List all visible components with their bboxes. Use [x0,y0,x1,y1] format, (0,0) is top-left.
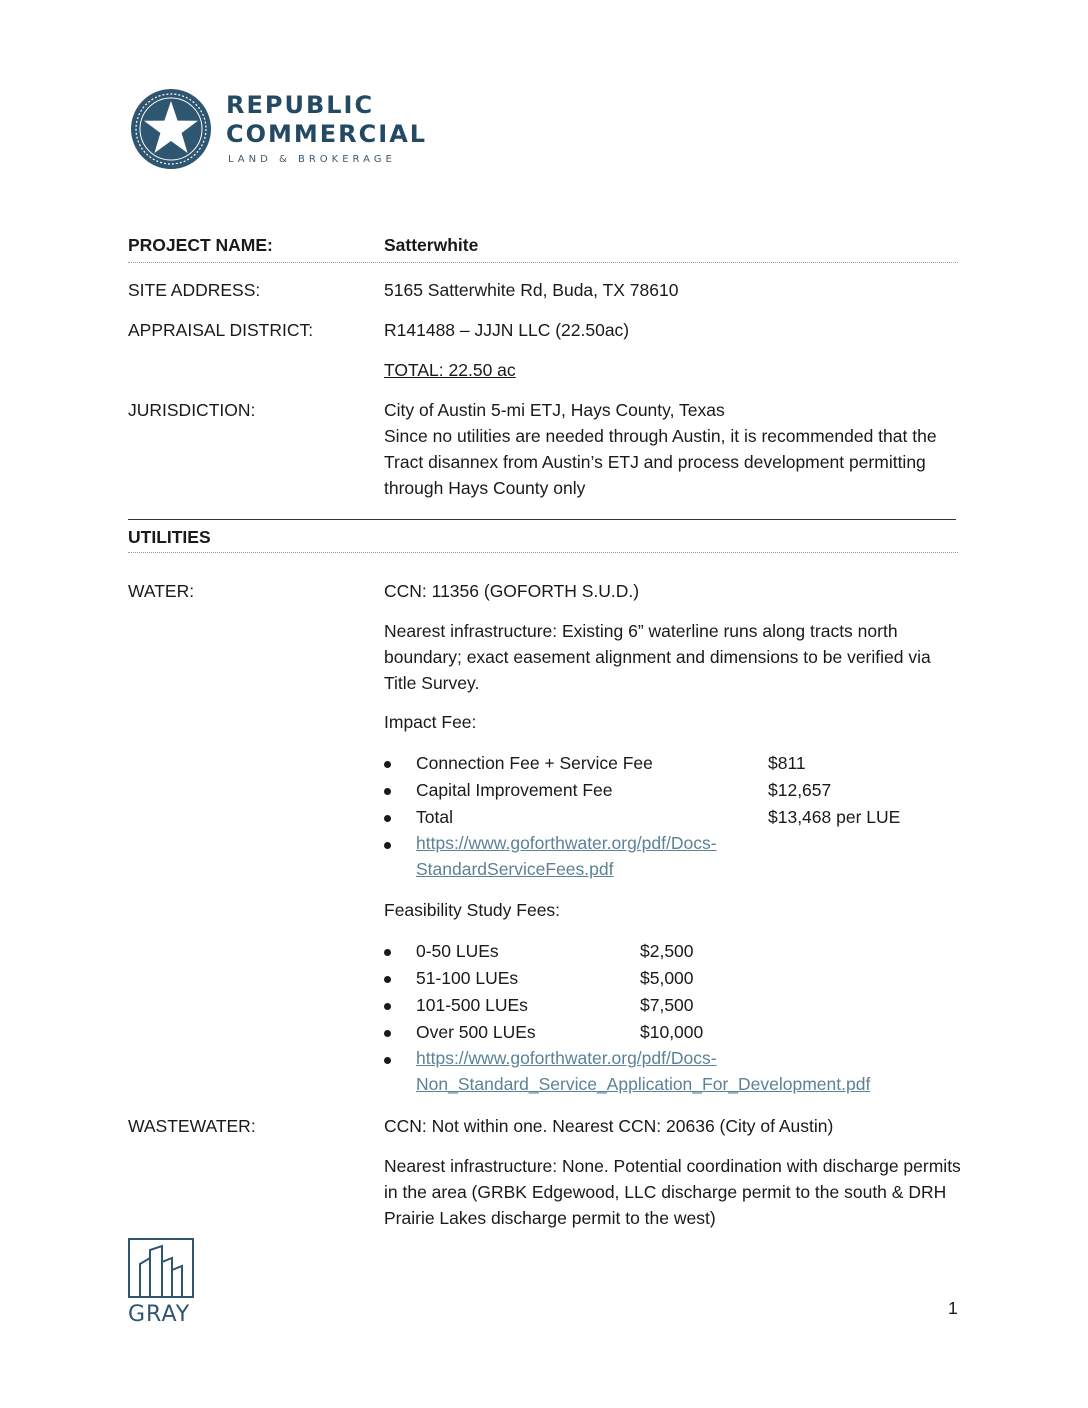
fee-name: Total [416,807,453,827]
link-line-2[interactable]: Non_Standard_Service_Application_For_Development.pdf [416,1074,871,1094]
impact-fee-label: Impact Fee: [384,712,477,732]
fee-amount: $13,468 per LUE [768,807,901,827]
wastewater-ccn: CCN: Not within one. Nearest CCN: 20636 (City of Austin) [384,1116,834,1136]
bullet-icon [384,842,391,849]
bullet-icon [384,815,391,822]
fee-amount: $2,500 [640,941,694,961]
fee-amount: $811 [768,753,806,773]
site-address-value: 5165 Satterwhite Rd, Buda, TX 78610 [384,280,679,300]
link-line-1[interactable]: https://www.goforthwater.org/pdf/Docs- [416,833,717,853]
impact-fee-link[interactable] [416,830,717,882]
brand-line-1: REPUBLIC [226,91,375,119]
appraisal-district-label: APPRAISAL DISTRICT: [128,320,314,340]
water-label: WATER: [128,581,195,601]
divider [128,262,958,263]
gray-logo-text: GRAY [128,1302,191,1327]
buildings-icon [128,1238,196,1300]
water-ccn: CCN: 11356 (GOFORTH S.U.D.) [384,581,640,601]
fee-name: Connection Fee + Service Fee [416,753,653,773]
feasibility-label: Feasibility Study Fees: [384,900,561,920]
brand-line-2: COMMERCIAL [226,120,428,148]
fee-name: 101-500 LUEs [416,995,528,1015]
bullet-icon [384,1003,391,1010]
bullet-icon [384,949,391,956]
wastewater-label: WASTEWATER: [128,1116,256,1136]
bullet-icon [384,761,391,768]
republic-commercial-logo [130,88,470,172]
bullet-icon [384,1030,391,1037]
fee-amount: $10,000 [640,1022,704,1042]
fee-amount: $12,657 [768,780,832,800]
bullet-icon [384,976,391,983]
link-line-2[interactable]: StandardServiceFees.pdf [416,859,614,879]
project-name-label: PROJECT NAME: [128,235,273,255]
fee-amount: $7,500 [640,995,694,1015]
fee-name: Capital Improvement Fee [416,780,613,800]
utilities-heading: UTILITIES [128,527,211,547]
section-divider [128,519,956,520]
fee-name: 51-100 LUEs [416,968,519,988]
project-name-value: Satterwhite [384,235,479,255]
fee-name: Over 500 LUEs [416,1022,536,1042]
gray-logo [128,1238,196,1328]
jurisdiction-note: Since no utilities are needed through Austin, it is recommended that the Tract disannex from Austin’s ETJ and process development permitting through Hays County only [384,426,937,498]
divider [128,552,958,553]
fee-name: 0-50 LUEs [416,941,499,961]
brand-subtitle: LAND & BROKERAGE [228,154,396,165]
appraisal-district-value: R141488 – JJJN LLC (22.50ac) [384,320,630,340]
page-number: 1 [948,1298,958,1318]
jurisdiction-value: City of Austin 5-mi ETJ, Hays County, Texas [384,400,725,420]
link-line-1[interactable]: https://www.goforthwater.org/pdf/Docs- [416,1048,717,1068]
jurisdiction-label: JURISDICTION: [128,400,256,420]
bullet-icon [384,788,391,795]
fee-amount: $5,000 [640,968,694,988]
site-address-label: SITE ADDRESS: [128,280,261,300]
star-seal-icon [130,88,212,170]
feasibility-link[interactable] [416,1045,870,1097]
water-infrastructure: Nearest infrastructure: Existing 6” waterline runs along tracts north boundary; exact easement alignment and dimensions to be verified via Title Survey. [384,621,931,693]
total-acreage: TOTAL: 22.50 ac [384,360,516,380]
wastewater-infrastructure: Nearest infrastructure: None. Potential coordination with discharge permits in the area (GRBK Edgewood, LLC discharge permit to the south & DRH Prairie Lakes discharge permit to the west) [384,1156,961,1228]
bullet-icon [384,1057,391,1064]
